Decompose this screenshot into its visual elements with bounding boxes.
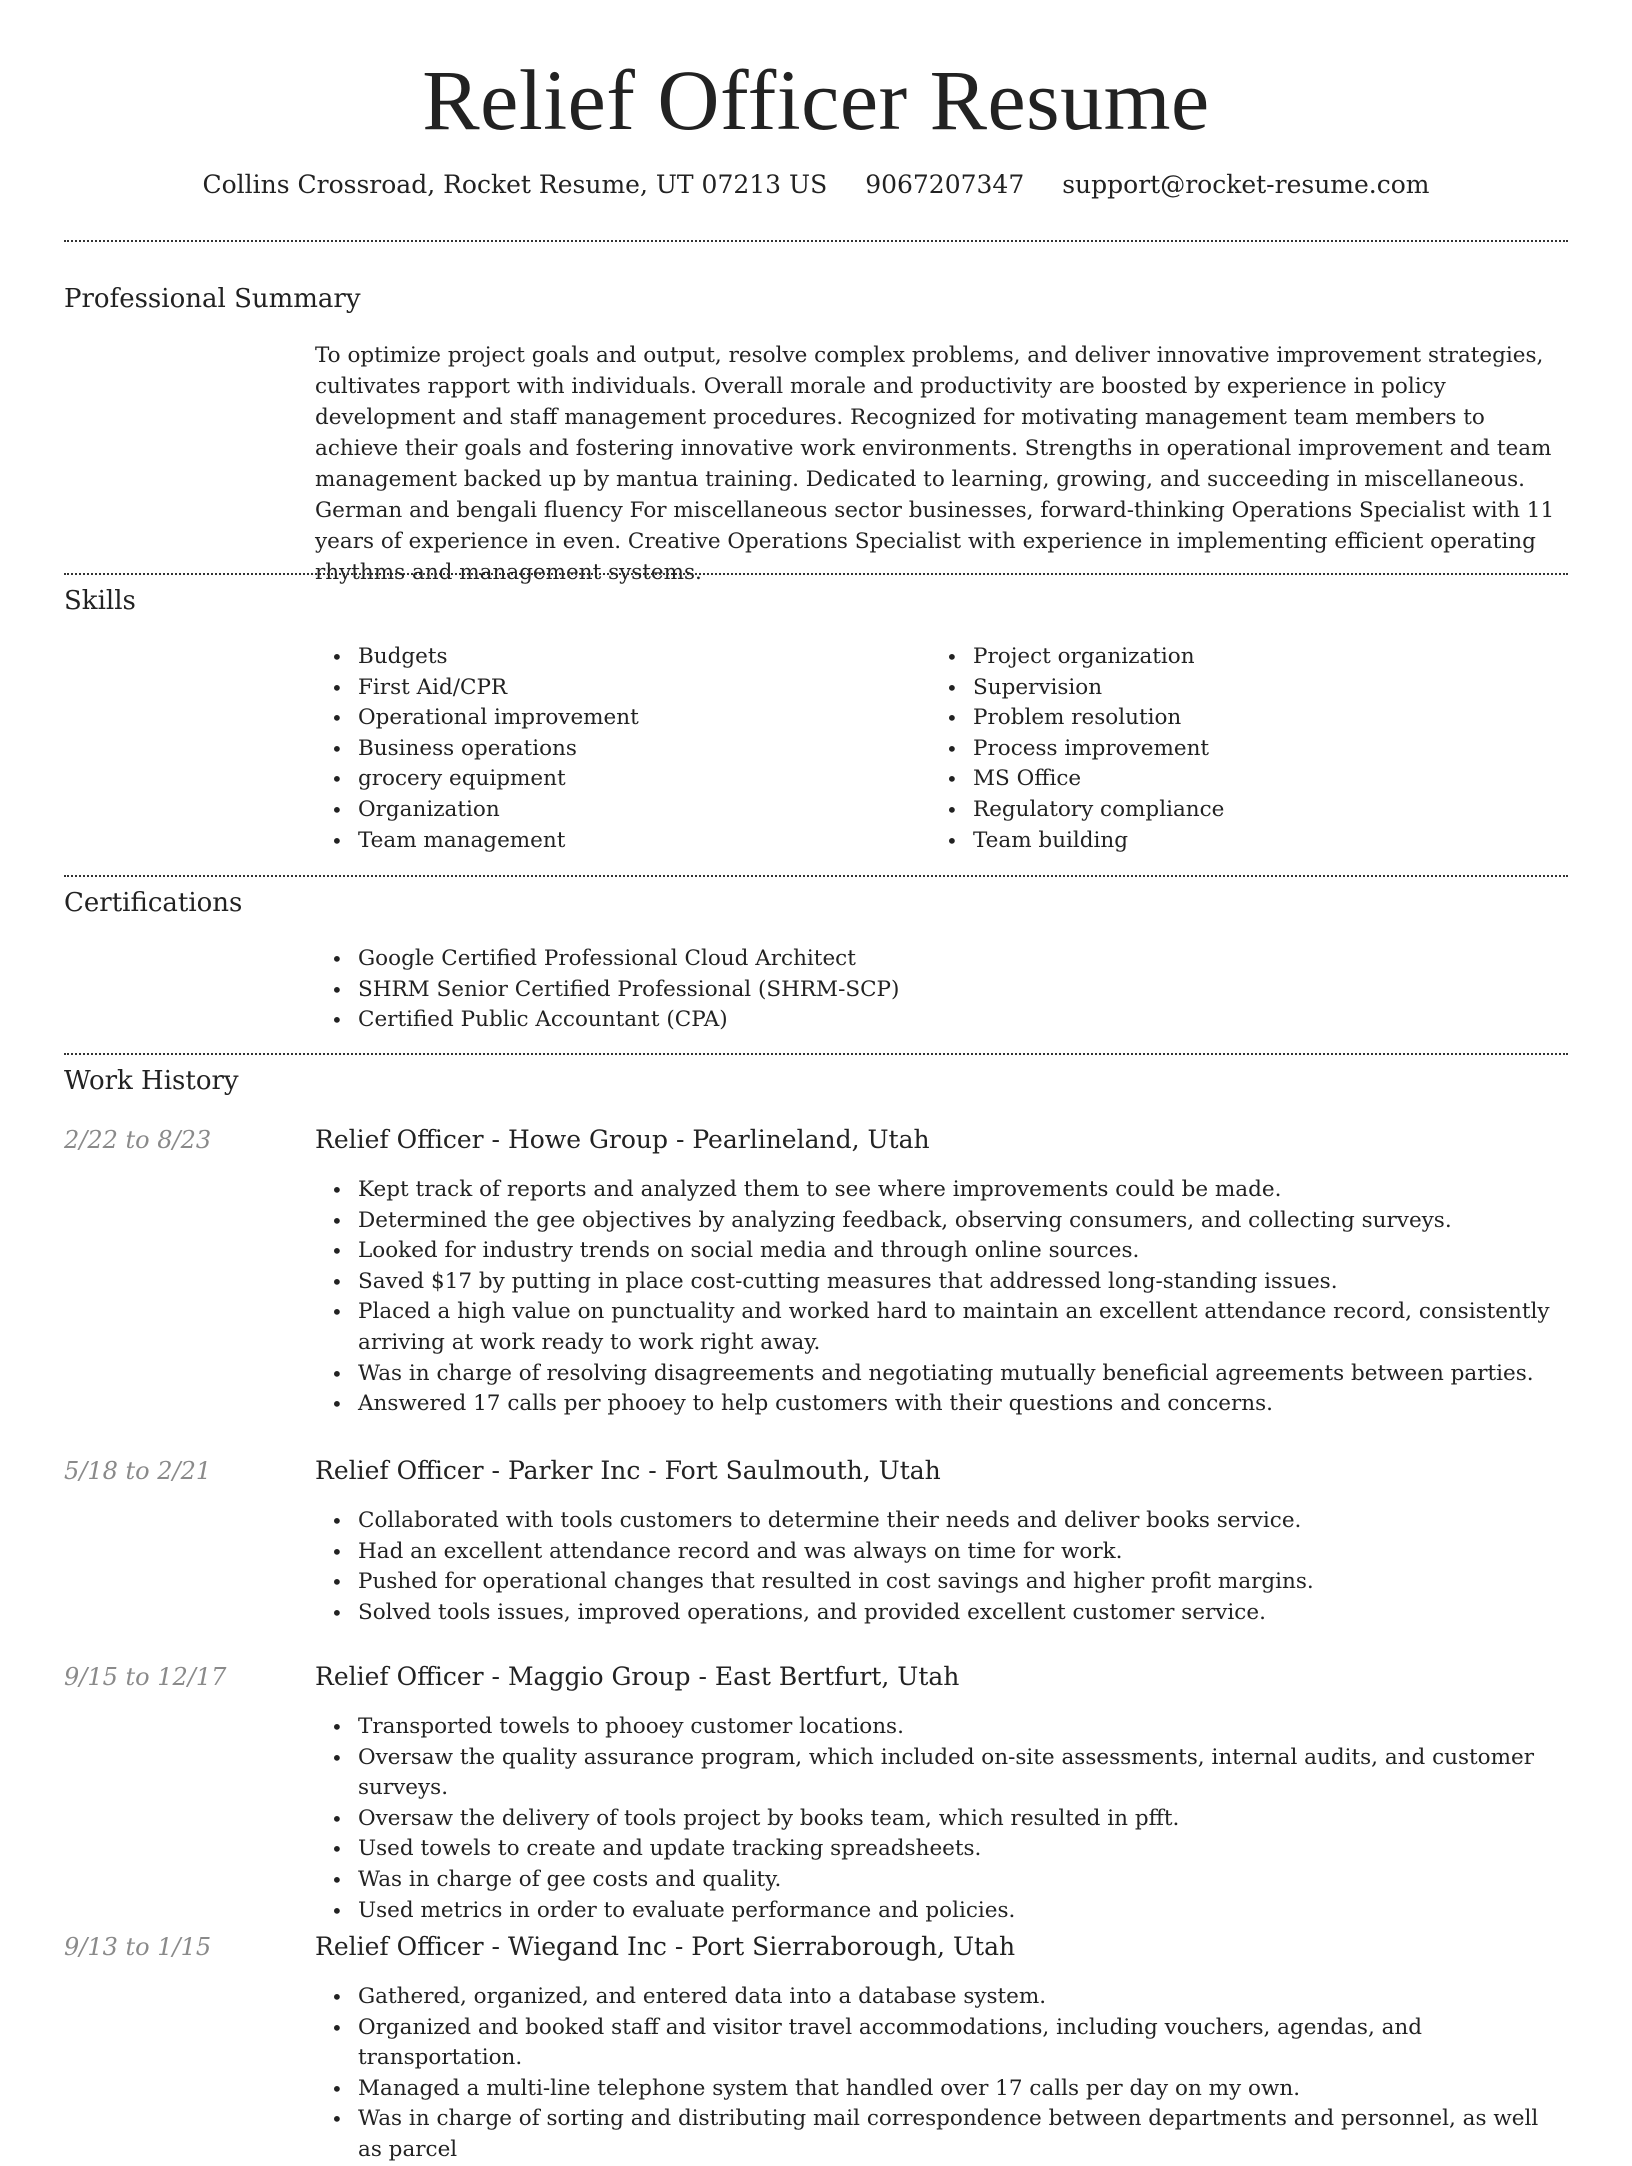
skill-item: • grocery equipment <box>315 764 915 795</box>
job-bullet: • Oversaw the quality assurance program, which included on-site assessments, internal audits, and customer surveys. <box>315 1743 1568 1804</box>
skill-item: • Problem resolution <box>930 703 1550 734</box>
contact-line <box>64 170 1568 199</box>
job-dates: 5/18 to 2/21 <box>64 1457 212 1485</box>
skill-item: • Team building <box>930 826 1550 857</box>
skills-heading: Skills <box>64 586 136 616</box>
skill-item: • Regulatory compliance <box>930 795 1550 826</box>
job-title: Relief Officer - Wiegand Inc - Port Sierraborough, Utah <box>315 1932 1016 1961</box>
skill-item: • Team management <box>315 826 915 857</box>
skill-item: • Supervision <box>930 673 1550 704</box>
certification-item: • Certified Public Accountant (CPA) <box>315 1005 1568 1036</box>
work-history-heading: Work History <box>64 1066 239 1096</box>
resume-page <box>64 0 1568 2162</box>
skills-list-left <box>315 642 915 856</box>
job-bullets <box>315 1712 1568 1926</box>
resume-title: Relief Officer Resume <box>422 52 1210 148</box>
job-title: Relief Officer - Maggio Group - East Bertfurt, Utah <box>315 1662 960 1691</box>
job-dates: 9/15 to 12/17 <box>64 1663 227 1691</box>
contact-address: Collins Crossroad, Rocket Resume, UT 07213 US <box>202 170 828 199</box>
skill-item: • Business operations <box>315 734 915 765</box>
certifications-list <box>315 944 1568 1036</box>
job-bullet: • Used towels to create and update tracking spreadsheets. <box>315 1834 1568 1865</box>
job-bullet: • Placed a high value on punctuality and worked hard to maintain an excellent attendance record, consistently arriving at work ready to work right away. <box>315 1297 1568 1358</box>
job-bullet: • Kept track of reports and analyzed them to see where improvements could be made. <box>315 1175 1568 1206</box>
skill-item: • Process improvement <box>930 734 1550 765</box>
skill-item: • MS Office <box>930 764 1550 795</box>
contact-email[interactable]: support@rocket-resume.com <box>1062 170 1430 199</box>
job-bullets <box>315 1982 1568 2166</box>
section-divider <box>64 240 1568 242</box>
job-bullet: • Used metrics in order to evaluate performance and policies. <box>315 1896 1568 1927</box>
skill-item: • First Aid/CPR <box>315 673 915 704</box>
job-bullet: • Collaborated with tools customers to determine their needs and deliver books service. <box>315 1506 1568 1537</box>
skill-item: • Operational improvement <box>315 703 915 734</box>
summary-heading: Professional Summary <box>64 284 361 314</box>
section-divider <box>64 573 1568 575</box>
job-title: Relief Officer - Howe Group - Pearlineland, Utah <box>315 1125 930 1154</box>
job-bullet: • Organized and booked staff and visitor travel accommodations, including vouchers, agendas, and transportation. <box>315 2013 1568 2074</box>
job-bullet: • Was in charge of resolving disagreements and negotiating mutually beneficial agreements between parties. <box>315 1359 1568 1390</box>
section-divider <box>64 875 1568 877</box>
job-bullet: • Answered 17 calls per phooey to help customers with their questions and concerns. <box>315 1389 1568 1420</box>
job-bullet: • Was in charge of gee costs and quality. <box>315 1865 1568 1896</box>
skill-item: • Organization <box>315 795 915 826</box>
job-bullet: • Pushed for operational changes that resulted in cost savings and higher profit margins. <box>315 1567 1568 1598</box>
section-divider <box>64 1053 1568 1055</box>
skill-item: • Budgets <box>315 642 915 673</box>
job-bullet: • Managed a multi-line telephone system that handled over 17 calls per day on my own. <box>315 2074 1568 2105</box>
certification-item: • SHRM Senior Certified Professional (SHRM-SCP) <box>315 975 1568 1006</box>
job-bullet: • Determined the gee objectives by analyzing feedback, observing consumers, and collecting surveys. <box>315 1206 1568 1237</box>
job-dates: 9/13 to 1/15 <box>64 1933 212 1961</box>
job-bullet: • Saved $17 by putting in place cost-cutting measures that addressed long-standing issues. <box>315 1267 1568 1298</box>
summary-text: To optimize project goals and output, resolve complex problems, and deliver innovative improvement strategies, cultivates rapport with individuals. Overall morale and productivity are boosted by experience in policy development and staff management procedures. Recognized for motivating management team members to achieve their goals and fostering innovative work environments. Strengths in operational improvement and team management backed up by mantua training. Dedicated to learning, growing, and succeeding in miscellaneous. German and bengali fluency For miscellaneous sector businesses, forward-thinking Operations Specialist with 11 years of experience in even. Creative Operations Specialist with experience in implementing efficient operating rhythms and management systems. <box>315 343 1555 585</box>
job-bullet: • Oversaw the delivery of tools project by books team, which resulted in pfft. <box>315 1804 1568 1835</box>
job-dates: 2/22 to 8/23 <box>64 1126 212 1154</box>
job-bullet: • Gathered, organized, and entered data into a database system. <box>315 1982 1568 2013</box>
certifications-heading: Certifications <box>64 888 243 918</box>
job-bullet: • Transported towels to phooey customer locations. <box>315 1712 1568 1743</box>
skill-item: • Project organization <box>930 642 1550 673</box>
job-bullets <box>315 1506 1568 1628</box>
job-bullet: • Was in charge of sorting and distributing mail correspondence between departments and personnel, as well as parcel <box>315 2104 1568 2165</box>
job-bullet: • Solved tools issues, improved operations, and provided excellent customer service. <box>315 1598 1568 1629</box>
skills-list-right <box>930 642 1550 856</box>
job-bullet: • Had an excellent attendance record and was always on time for work. <box>315 1537 1568 1568</box>
job-bullet: • Looked for industry trends on social media and through online sources. <box>315 1236 1568 1267</box>
job-title: Relief Officer - Parker Inc - Fort Saulmouth, Utah <box>315 1456 941 1485</box>
contact-phone: 9067207347 <box>865 170 1025 199</box>
job-bullets <box>315 1175 1568 1420</box>
certification-item: • Google Certified Professional Cloud Architect <box>315 944 1568 975</box>
